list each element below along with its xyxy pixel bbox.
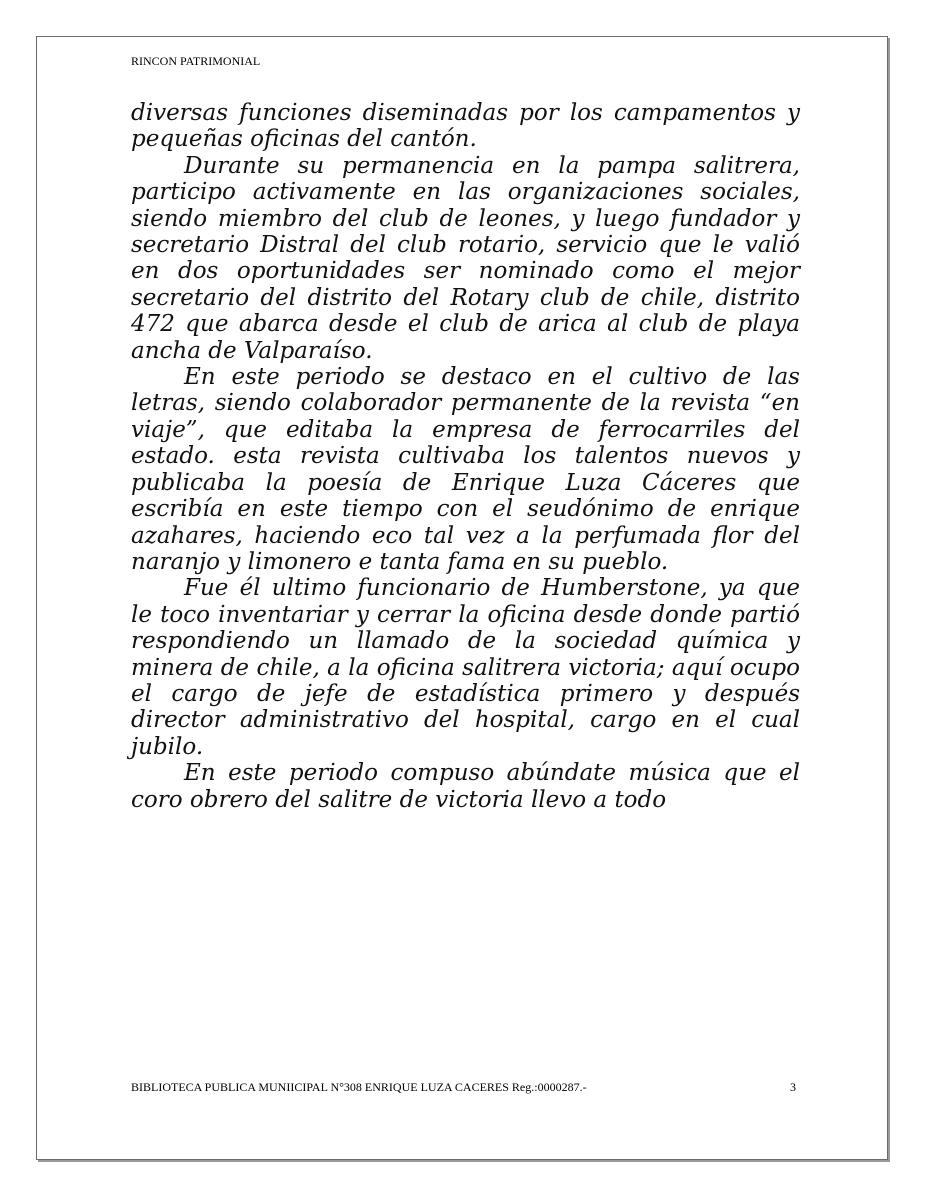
- paragraph-4: Fue él ultimo funcionario de Humberstone, ya que le toco inventariar y cerrar la oficina desde donde partió respondiendo un llamado de la sociedad química y minera de chile, a la oficina salitrera victoria; aquí ocupo el cargo de jefe de estadística primero y después director administrativo del hospital, cargo en el cual jubilo.: [131, 575, 800, 760]
- running-footer: BIBLIOTECA PUBLICA MUNIICIPAL N°308 ENRIQUE LUZA CACERES Reg.:0000287.-: [131, 1080, 587, 1094]
- paragraph-2: Durante su permanencia en la pampa salitrera, participo activamente en las organizaciones sociales, siendo miembro del club de leones, y luego fundador y secretario Distral del club rotario, servicio que le valió en dos oportunidades ser nominado como el mejor secretario del distrito del Rotary club de chile, distrito 472 que abarca desde el club de arica al club de playa ancha de Valparaíso.: [131, 152, 800, 364]
- paragraph-3: En este periodo se destaco en el cultivo de las letras, siendo colaborador permanente de la revista “en viaje”, que editaba la empresa de ferrocarriles del estado. esta revista cultivaba los talentos nuevos y publicaba la poesía de Enrique Luza Cáceres que escribía en este tiempo con el seudónimo de enrique azahares, haciendo eco tal vez a la perfumada flor del naranjo y limonero e tanta fama en su pueblo.: [131, 364, 800, 575]
- paragraph-5: En este periodo compuso abúndate música que el coro obrero del salitre de victoria llevo a todo: [131, 760, 800, 813]
- page-number: 3: [790, 1080, 796, 1094]
- running-header: RINCON PATRIMONIAL: [131, 54, 261, 68]
- paragraph-1: diversas funciones diseminadas por los campamentos y pequeñas oficinas del cantón.: [131, 100, 800, 153]
- document-body: [131, 100, 800, 813]
